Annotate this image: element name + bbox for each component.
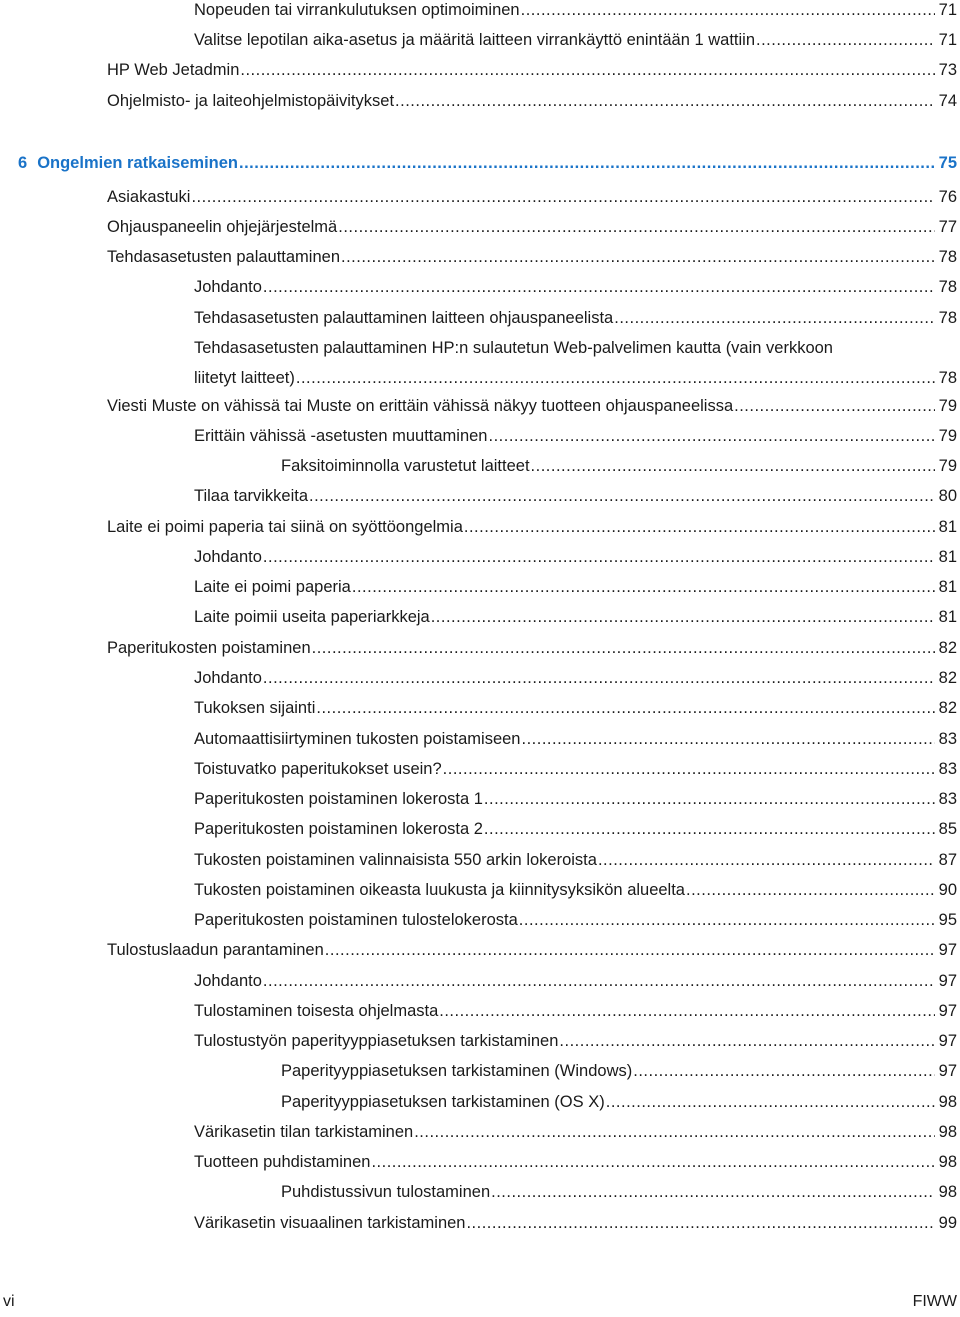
toc-entry[interactable]: [194, 25, 957, 55]
toc-leader: [734, 391, 935, 421]
toc-entry[interactable]: [194, 272, 957, 302]
toc-entry-page: 85: [938, 820, 957, 838]
toc-leader: [559, 1026, 934, 1056]
toc-entry-page: 90: [938, 881, 957, 899]
toc-leader: [756, 25, 935, 55]
toc-entry-title: Värikasetin tilan tarkistaminen: [194, 1123, 414, 1141]
toc-leader: [606, 1087, 935, 1117]
toc-entry[interactable]: [107, 935, 957, 965]
toc-leader: [531, 451, 935, 481]
toc-entry[interactable]: [194, 542, 957, 572]
toc-entry-page: 98: [938, 1153, 957, 1171]
toc-leader: [191, 182, 934, 212]
toc-entry[interactable]: [194, 1026, 957, 1056]
toc-entry-page: 99: [938, 1214, 957, 1232]
toc-entry-title: Valitse lepotilan aika-asetus ja määritä laitteen virrankäyttö enintään 1 wattiin: [194, 31, 755, 49]
toc-entry[interactable]: [194, 663, 957, 693]
toc-entry[interactable]: [194, 602, 957, 632]
toc-entry-title: Laite poimii useita paperiarkkeja: [194, 608, 430, 626]
toc-entry-title: Värikasetin visuaalinen tarkistaminen: [194, 1214, 466, 1232]
toc-entry-title: Puhdistussivun tulostaminen: [281, 1183, 491, 1201]
toc-entry-title: Paperitukosten poistaminen lokerosta 1: [194, 790, 483, 808]
toc-leader: [464, 512, 935, 542]
toc-entry[interactable]: [194, 905, 957, 935]
toc-entry-title: Automaattisiirtyminen tukosten poistamiseen: [194, 730, 521, 748]
toc-entry[interactable]: [107, 633, 957, 663]
toc-entry-title: Tehdasasetusten palauttaminen: [107, 248, 340, 266]
toc-leader: [519, 905, 935, 935]
toc-entry[interactable]: [194, 784, 957, 814]
toc-entry[interactable]: [107, 242, 957, 272]
toc-entry-page: 81: [938, 578, 957, 596]
toc-leader: [484, 784, 935, 814]
toc-leader: [484, 814, 935, 844]
toc-entry-page: 97: [938, 1062, 957, 1080]
toc-entry-title: Tukosten poistaminen oikeasta luukusta ja kiinnitysyksikön alueelta: [194, 881, 685, 899]
toc-entry-page: 81: [938, 608, 957, 626]
toc-entry-title: Paperityyppiasetuksen tarkistaminen (OS X): [281, 1093, 605, 1111]
toc-entry-title: Faksitoiminnolla varustetut laitteet: [281, 457, 530, 475]
toc-entry-title: Ohjauspaneelin ohjejärjestelmä: [107, 218, 338, 236]
toc-leader: [239, 148, 935, 178]
toc-entry-title: Laite ei poimi paperia tai siinä on syöttöongelmia: [107, 518, 463, 536]
toc-leader: [296, 363, 935, 393]
toc-entry-title: Tukoksen sijainti: [194, 699, 316, 717]
toc-entry[interactable]: [194, 421, 957, 451]
toc-entry[interactable]: [281, 1177, 957, 1207]
toc-leader: [338, 212, 934, 242]
toc-entry-page: 75: [938, 154, 957, 172]
toc-leader: [263, 663, 935, 693]
toc-entry[interactable]: [194, 724, 957, 754]
toc-entry[interactable]: [194, 481, 957, 511]
toc-entry[interactable]: [194, 693, 957, 723]
toc-entry-page: 97: [938, 941, 957, 959]
toc-entry[interactable]: [107, 86, 957, 116]
toc-leader: [488, 421, 934, 451]
toc-chapter-entry[interactable]: [18, 148, 957, 178]
toc-entry-title: Viesti Muste on vähissä tai Muste on erittäin vähissä näkyy tuotteen ohjauspaneelissa: [107, 397, 734, 415]
toc-entry-page: 98: [938, 1093, 957, 1111]
toc-entry-page: 78: [938, 278, 957, 296]
toc-leader: [439, 996, 934, 1026]
toc-entry-title: Johdanto: [194, 278, 262, 296]
toc-entry-title: Paperitukosten poistaminen lokerosta 2: [194, 820, 483, 838]
toc-entry-page: 82: [938, 669, 957, 687]
toc-leader: [371, 1147, 934, 1177]
toc-leader: [316, 693, 934, 723]
toc-entry-page: 82: [938, 639, 957, 657]
footer-page-number: vi: [3, 1293, 15, 1310]
toc-entry[interactable]: [194, 333, 957, 393]
toc-entry[interactable]: [194, 966, 957, 996]
toc-entry-title-line1: Tehdasasetusten palauttaminen HP:n sulautetun Web-palvelimen kautta (vain verkkoon: [194, 339, 833, 357]
toc-entry[interactable]: [194, 814, 957, 844]
toc-entry-page: 97: [938, 972, 957, 990]
footer-label: FIWW: [912, 1293, 957, 1310]
toc-entry-page: 71: [938, 31, 957, 49]
toc-entry-title: Johdanto: [194, 669, 262, 687]
toc-entry[interactable]: [107, 182, 957, 212]
toc-entry-title: Ohjelmisto- ja laiteohjelmistopäivitykset: [107, 92, 395, 110]
toc-entry-page: 97: [938, 1032, 957, 1050]
toc-entry[interactable]: [194, 0, 957, 25]
toc-leader: [443, 754, 935, 784]
toc-leader: [325, 935, 935, 965]
toc-leader: [598, 845, 935, 875]
toc-entry-title: Laite ei poimi paperia: [194, 578, 351, 596]
toc-entry-title: Tuotteen puhdistaminen: [194, 1153, 371, 1171]
toc-entry-page: 97: [938, 1002, 957, 1020]
toc-entry[interactable]: [107, 212, 957, 242]
toc-leader: [614, 303, 934, 333]
toc-entry-page: 87: [938, 851, 957, 869]
toc-entry-page: 77: [938, 218, 957, 236]
toc-leader: [309, 481, 935, 511]
toc-entry-page: 95: [938, 911, 957, 929]
toc-leader: [240, 55, 934, 85]
toc-entry-page: 83: [938, 730, 957, 748]
toc-leader: [263, 542, 935, 572]
toc-leader: [414, 1117, 934, 1147]
toc-leader: [341, 242, 935, 272]
toc-entry[interactable]: [194, 996, 957, 1026]
toc-entry-title: Erittäin vähissä -asetusten muuttaminen: [194, 427, 488, 445]
toc-entry-page: 98: [938, 1123, 957, 1141]
toc-entry-page: 79: [938, 397, 957, 415]
toc-leader: [686, 875, 935, 905]
toc-entry[interactable]: [107, 55, 957, 85]
toc-entry[interactable]: [194, 845, 957, 875]
toc-entry[interactable]: [281, 451, 957, 481]
toc-entry-page: 83: [938, 790, 957, 808]
toc-entry[interactable]: [281, 1056, 957, 1086]
toc-leader: [431, 602, 935, 632]
toc-leader: [395, 86, 935, 116]
toc-leader: [522, 724, 935, 754]
toc-entry[interactable]: [194, 1117, 957, 1147]
toc-entry-page: 78: [938, 248, 957, 266]
toc-leader: [491, 1177, 935, 1207]
toc-entry[interactable]: [107, 512, 957, 542]
toc-entry-page: 71: [938, 1, 957, 19]
toc-entry-title-line2: liitetyt laitteet): [194, 369, 295, 387]
toc-entry-page: 74: [938, 92, 957, 110]
toc-entry-page: 78: [938, 369, 957, 387]
toc-entry-page: 78: [938, 309, 957, 327]
toc-entry[interactable]: [194, 572, 957, 602]
toc-leader: [263, 966, 935, 996]
toc-entry-title: Tulostustyön paperityyppiasetuksen tarkistaminen: [194, 1032, 559, 1050]
toc-leader: [312, 633, 935, 663]
toc-entry-title: Tehdasasetusten palauttaminen laitteen ohjauspaneelista: [194, 309, 614, 327]
toc-entry-title: Tulostaminen toisesta ohjelmasta: [194, 1002, 439, 1020]
toc-entry[interactable]: [194, 1208, 957, 1238]
toc-entry[interactable]: [194, 303, 957, 333]
toc-entry-title: Paperityyppiasetuksen tarkistaminen (Windows): [281, 1062, 633, 1080]
toc-entry-title: Johdanto: [194, 972, 262, 990]
toc-entry-page: 73: [938, 61, 957, 79]
toc-entry[interactable]: [194, 875, 957, 905]
toc-leader: [352, 572, 935, 602]
toc-entry-page: 81: [938, 548, 957, 566]
toc-leader: [633, 1056, 934, 1086]
toc-entry-page: 81: [938, 518, 957, 536]
toc-entry[interactable]: [281, 1087, 957, 1117]
toc-entry-title: Tukosten poistaminen valinnaisista 550 arkin lokeroista: [194, 851, 597, 869]
toc-leader: [263, 272, 935, 302]
toc-entry-page: 76: [938, 188, 957, 206]
toc-entry-page: 79: [938, 427, 957, 445]
chapter-number: 6: [18, 154, 28, 172]
toc-entry-title: Johdanto: [194, 548, 262, 566]
toc-entry-title: Tilaa tarvikkeita: [194, 487, 309, 505]
toc-entry-page: 82: [938, 699, 957, 717]
toc-entry-title: Ongelmien ratkaiseminen: [37, 154, 239, 172]
toc-leader: [521, 0, 935, 25]
toc-entry[interactable]: [194, 1147, 957, 1177]
toc-entry-title: Nopeuden tai virrankulutuksen optimoiminen: [194, 1, 520, 19]
toc-entry-title: HP Web Jetadmin: [107, 61, 240, 79]
toc-entry-title: Tulostuslaadun parantaminen: [107, 941, 324, 959]
toc-entry[interactable]: [107, 391, 957, 421]
toc-entry-page: 98: [938, 1183, 957, 1201]
toc-leader: [466, 1208, 934, 1238]
toc-entry-title: Asiakastuki: [107, 188, 191, 206]
toc-entry-title: Paperitukosten poistaminen tulostelokerosta: [194, 911, 518, 929]
toc-entry-page: 80: [938, 487, 957, 505]
toc-entry-title: Paperitukosten poistaminen: [107, 639, 311, 657]
toc-entry-title: Toistuvatko paperitukokset usein?: [194, 760, 442, 778]
toc-entry[interactable]: [194, 754, 957, 784]
toc-entry-page: 83: [938, 760, 957, 778]
toc-entry-page: 79: [938, 457, 957, 475]
